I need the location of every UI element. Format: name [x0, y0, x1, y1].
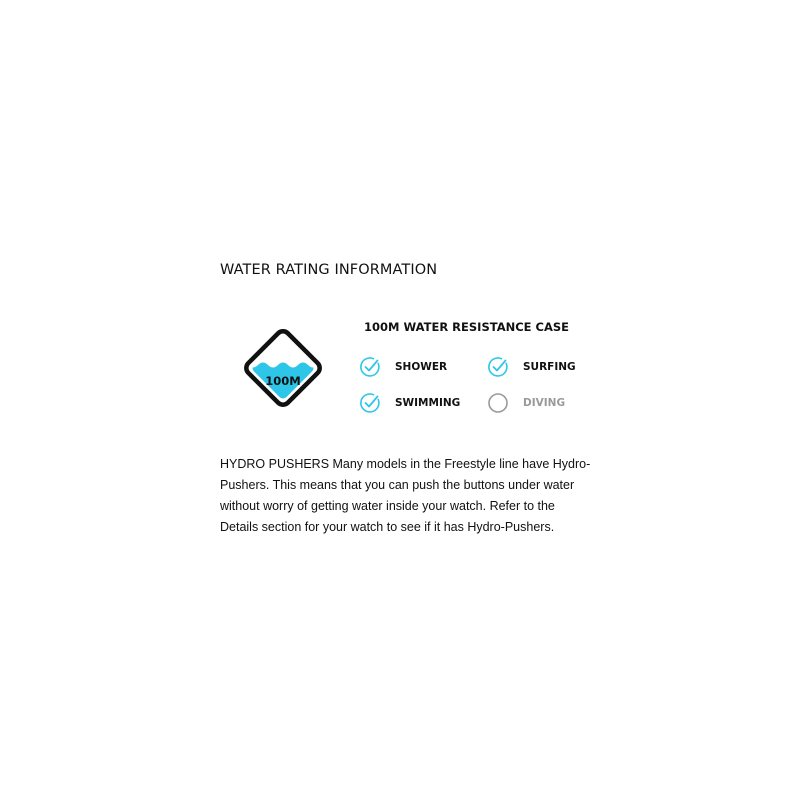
activity-shower — [359, 355, 447, 379]
activity-label: SURFING — [523, 361, 576, 373]
hydro-pushers-description: HYDRO PUSHERS Many models in the Freestyle line have Hydro-Pushers. This means that you can push the buttons under water without worry of getting water inside your watch. Refer to the Details section for your watch to see if it has Hydro-Pushers. — [220, 457, 591, 534]
activity-label: DIVING — [523, 397, 566, 409]
activity-swimming — [359, 391, 460, 415]
check-circle-icon — [487, 356, 509, 378]
activity-surfing — [487, 355, 576, 379]
check-circle-icon — [359, 356, 381, 378]
activity-label: SWIMMING — [395, 397, 461, 409]
section-title: WATER RATING INFORMATION — [220, 262, 438, 278]
activity-diving — [487, 391, 565, 415]
water-depth-diamond-icon — [238, 323, 328, 413]
check-circle-icon — [359, 392, 381, 414]
badge-label: 100M — [265, 374, 301, 388]
case-title: 100M WATER RESISTANCE CASE — [364, 320, 569, 334]
activity-label: SHOWER — [395, 361, 448, 373]
empty-circle-icon — [487, 392, 509, 414]
